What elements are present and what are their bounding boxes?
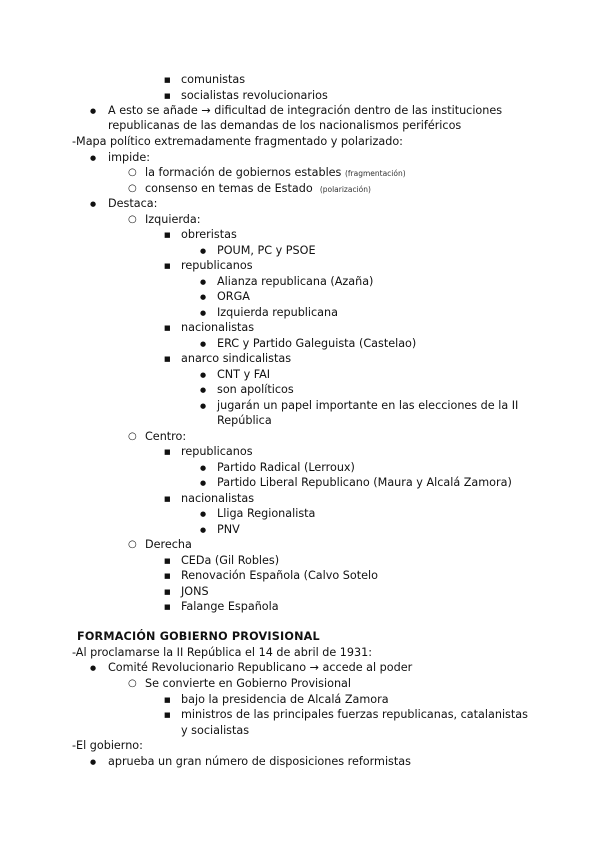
list-item: Izquierda: — [145, 213, 201, 226]
square-bullet-icon — [164, 491, 171, 507]
list-item: socialistas revolucionarios — [181, 89, 328, 102]
list-item-continuation: y socialistas — [181, 724, 250, 737]
circle-bullet-icon — [128, 429, 137, 444]
list-item — [145, 181, 371, 197]
list-item: nacionalistas — [181, 492, 255, 505]
list-item: jugarán un papel importante en las elecciones de la II — [217, 399, 519, 412]
list-item: ministros de las principales fuerzas republicanas, catalanistas — [181, 708, 528, 721]
list-item: Destaca: — [108, 197, 158, 210]
list-item: POUM, PC y PSOE — [217, 244, 316, 257]
list-item: Partido Radical (Lerroux) — [217, 461, 355, 474]
square-bullet-icon — [164, 72, 171, 88]
list-item: JONS — [181, 585, 209, 598]
disc-bullet-icon — [200, 460, 206, 476]
square-bullet-icon — [164, 553, 171, 569]
square-bullet-icon — [164, 599, 171, 615]
list-item: Centro: — [145, 430, 187, 443]
list-item: comunistas — [181, 73, 246, 86]
disc-bullet-icon — [200, 305, 206, 321]
list-item-continuation: republicanas de las demandas de los nacionalismos periféricos — [108, 119, 462, 132]
list-item: CEDa (Gil Robles) — [181, 554, 280, 567]
disc-bullet-icon — [90, 150, 96, 166]
circle-bullet-icon — [128, 212, 137, 227]
list-item: impide: — [108, 151, 150, 164]
circle-bullet-icon — [128, 165, 137, 180]
square-bullet-icon — [164, 584, 171, 600]
list-item: A esto se añade → dificultad de integración dentro de las instituciones — [108, 104, 503, 117]
list-item: ORGA — [217, 290, 250, 303]
list-item: nacionalistas — [181, 321, 255, 334]
note-text: (fragmentación) — [344, 169, 406, 178]
square-bullet-icon — [164, 351, 171, 367]
square-bullet-icon — [164, 258, 171, 274]
list-item: Partido Liberal Republicano (Maura y Alcalá Zamora) — [217, 476, 512, 489]
circle-bullet-icon — [128, 537, 137, 552]
disc-bullet-icon — [200, 398, 206, 414]
list-item: Izquierda republicana — [217, 306, 338, 319]
list-item: Renovación Española (Calvo Sotelo — [181, 569, 378, 582]
section-heading: FORMACIÓN GOBIERNO PROVISIONAL — [77, 630, 320, 643]
circle-bullet-icon — [128, 676, 137, 691]
paragraph: -Mapa político extremadamente fragmentado y polarizado: — [72, 135, 403, 148]
list-item: son apolíticos — [217, 383, 294, 396]
disc-bullet-icon — [200, 289, 206, 305]
disc-bullet-icon — [200, 243, 206, 259]
note-text: (polarización) — [319, 185, 371, 194]
list-item: CNT y FAI — [217, 368, 271, 381]
list-item: ERC y Partido Galeguista (Castelao) — [217, 337, 417, 350]
disc-bullet-icon — [90, 754, 96, 770]
list-item-text: la formación de gobiernos estables — [145, 166, 342, 179]
disc-bullet-icon — [200, 336, 206, 352]
disc-bullet-icon — [90, 660, 96, 676]
list-item — [145, 165, 406, 181]
disc-bullet-icon — [90, 103, 96, 119]
list-item: aprueba un gran número de disposiciones reformistas — [108, 755, 411, 768]
square-bullet-icon — [164, 88, 171, 104]
list-item: republicanos — [181, 259, 253, 272]
list-item: anarco sindicalistas — [181, 352, 292, 365]
list-item: PNV — [217, 523, 240, 536]
square-bullet-icon — [164, 227, 171, 243]
square-bullet-icon — [164, 444, 171, 460]
list-item: Se convierte en Gobierno Provisional — [145, 677, 352, 690]
list-item: Alianza republicana (Azaña) — [217, 275, 374, 288]
disc-bullet-icon — [200, 382, 206, 398]
list-item-text: consenso en temas de Estado — [145, 182, 313, 195]
paragraph: -Al proclamarse la II República el 14 de abril de 1931: — [72, 646, 373, 659]
square-bullet-icon — [164, 692, 171, 708]
list-item: bajo la presidencia de Alcalá Zamora — [181, 693, 389, 706]
square-bullet-icon — [164, 707, 171, 723]
disc-bullet-icon — [200, 506, 206, 522]
list-item: Falange Española — [181, 600, 279, 613]
disc-bullet-icon — [200, 475, 206, 491]
disc-bullet-icon — [200, 274, 206, 290]
list-item: obreristas — [181, 228, 237, 241]
paragraph: -El gobierno: — [72, 739, 143, 752]
circle-bullet-icon — [128, 181, 137, 196]
disc-bullet-icon — [200, 367, 206, 383]
list-item: Derecha — [145, 538, 192, 551]
disc-bullet-icon — [200, 522, 206, 538]
list-item: republicanos — [181, 445, 253, 458]
square-bullet-icon — [164, 568, 171, 584]
disc-bullet-icon — [90, 196, 96, 212]
square-bullet-icon — [164, 320, 171, 336]
list-item: Comité Revolucionario Republicano → accede al poder — [108, 661, 413, 674]
list-item-continuation: República — [217, 414, 272, 427]
list-item: Lliga Regionalista — [217, 507, 316, 520]
